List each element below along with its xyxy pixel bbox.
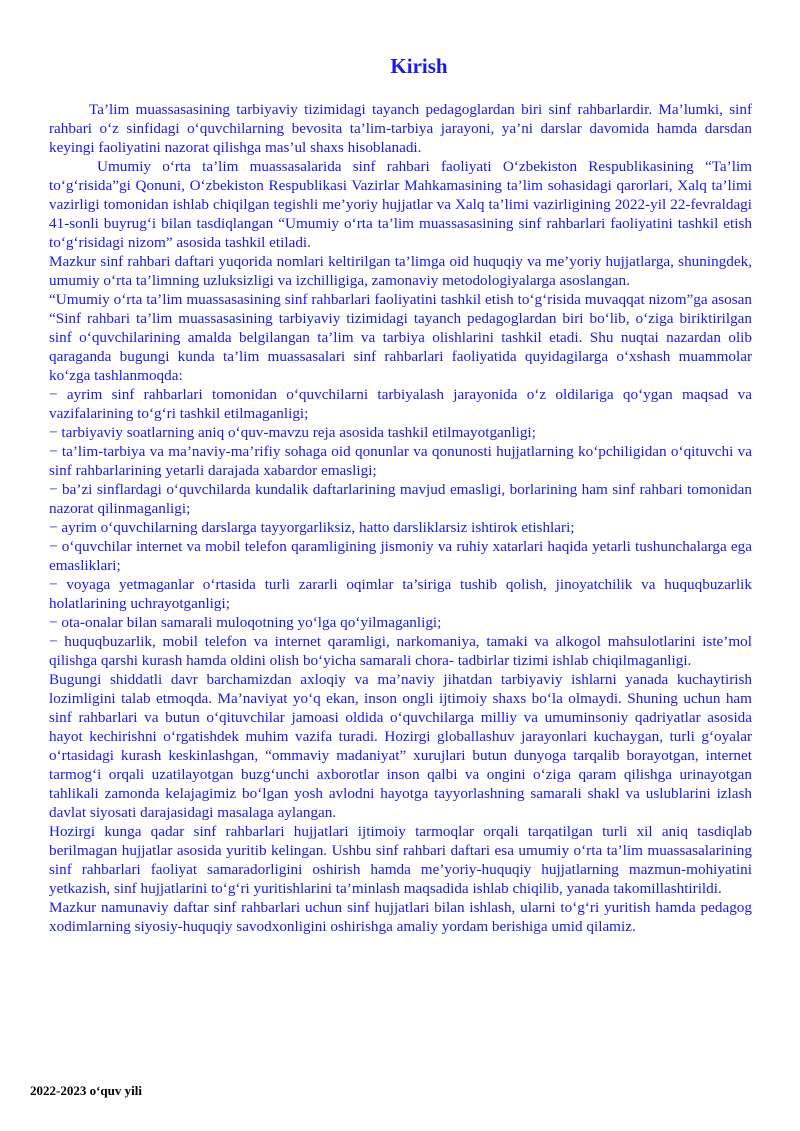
footer-academic-year: 2022-2023 o‘quv yili bbox=[30, 1083, 142, 1098]
page-title: Kirish bbox=[390, 54, 448, 78]
paragraph-documents: Hozirgi kunga qadar sinf rahbarlari hujjatlari ijtimoiy tarmoqlar orqali tarqatilgan turli xil aniq tasdiqlab berilmagan hujjatlar asosida yuritib kelingan. Ushbu sinf rahbari daftari esa umumiy o‘rta ta’lim muassasalarining sinf rahbarlari faoliyat samaradorligini oshirish hamda me’yoriy-huquqiy hujjatlarning mazmun-mohiyatini yetkazish, sinf hujjatlarini to‘g‘ri yuritishlarini ta’minlash maqsadida ishlab chiqilib, yanada takomillashtirildi. bbox=[49, 823, 752, 897]
list-item-problem-4: − ba’zi sinflardagi o‘quvchilarda kundalik daftarlarining mavjud emasligi, borlarining ham sinf rahbari tomonidan nazorat qilinmaganligi; bbox=[49, 481, 752, 517]
list-item-problem-6: − o‘quvchilar internet va mobil telefon qaramligining jismoniy va ruhiy xatarlari haqida yetarli tushunchalarga ega emasliklari; bbox=[49, 538, 752, 574]
paragraph-journal-basis: Mazkur sinf rahbari daftari yuqorida nomlari keltirilgan ta’limga oid huquqiy va me’yoriy hujjatlarga, shuningdek, umumiy o‘rta ta’limning uzluksizligi va izchilligiga, zamonaviy metodologiyalarga asoslangan. bbox=[49, 253, 752, 289]
list-item-problem-9: − huquqbuzarlik, mobil telefon va internet qaramligi, narkomaniya, tamaki va alkogol mahsulotlarini iste’mol qilishga qarshi kurash hamda oldini olish bo‘yicha samarali chora- tadbirlar tizimi ishlab chiqilmaganligi. bbox=[49, 633, 752, 669]
list-item-problem-7: − voyaga yetmaganlar o‘rtasida turli zararli oqimlar ta’siriga tushib qolish, jinoyatchilik va huquqbuzarlik holatlarining uchrayotganligi; bbox=[49, 576, 752, 612]
list-item-problem-3: − ta’lim-tarbiya va ma’naviy-ma’rifiy sohaga oid qonunlar va qonunosti hujjatlarning ko‘pchiligidan o‘qituvchi va sinf rahbarlarining yetarli darajada xabardor emasligi; bbox=[49, 443, 752, 479]
paragraph-legal-basis: Umumiy o‘rta ta’lim muassasalarida sinf rahbari faoliyati O‘zbekiston Respublikasining “Ta’lim to‘g‘risida”gi Qonuni, O‘zbekiston Respublikasi Vazirlar Mahkamasining ta’lim sohasidagi qarorlari, Xalq ta’limi vazirligi tomonidan ishlab chiqilgan tegishli me’yoriy hujjatlar va Xalq ta’limi vazirligining 2022-yil 22-fevraldagi 41-sonli buyrug‘i bilan tasdiqlangan “Umumiy o‘rta ta’lim muassasasining sinf rahbarlari faoliyatini tashkil etish to‘g‘risidagi nizom” asosida tashkil etiladi. bbox=[49, 158, 752, 251]
list-item-problem-2: − tarbiyaviy soatlarning aniq o‘quv-mavzu reja asosida tashkil etilmayotganligi; bbox=[49, 424, 536, 441]
paragraph-spirituality: Bugungi shiddatli davr barchamizdan axloqiy va ma’naviy jihatdan tarbiyaviy ishlarni yanada kuchaytirish lozimligini talab etmoqda. Ma’naviyat yo‘q ekan, inson ongli ijtimoiy shaxs bo‘la olmaydi. Shuning uchun ham sinf rahbarlari va butun o‘qituvchilar jamoasi oldida o‘quvchilarga milliy va umuminsoniy qadriyatlar asosida hayot kechirishni o‘rgatishdek muhim vazifa turadi. Hozirgi globallashuv jarayonlari kuchaygan, turli g‘oyalar o‘rtasidagi kurash keskinlashgan, “ommaviy madaniyat” xurujlari butun dunyoga tarqalib borayotgan, internet tarmog‘i orqali uzatilayotgan buzg‘unchi axborotlar inson qalbi va ongini o‘ziga qaram qilishga urinayotgan tahlikali zamonda kelajagimiz bo‘lgan yosh avlodni hayotga tayyorlashning samarali shakl va uslublarini izlash davlat siyosati darajasidagi masalaga aylangan. bbox=[49, 671, 752, 821]
paragraph-regulation: “Umumiy o‘rta ta’lim muassasasining sinf rahbarlari faoliyatini tashkil etish to‘g‘risida muvaqqat nizom”ga asosan “Sinf rahbari ta’lim muassasasining tarbiyaviy tizimidagi tayanch pedagoglardan biri bo‘lib, o‘ziga biriktirilgan sinf o‘quvchilarining amalda belgilangan ta’lim va tarbiya olishlarini tashkil etadi. Shu nuqtai nazardan olib qaraganda bugungi kunda ta’lim muassasalari sinf rahbarlari faoliyatida quyidagilarga o‘xshash muammolar ko‘zga tashlanmoqda: bbox=[49, 291, 752, 384]
paragraph-conclusion: Mazkur namunaviy daftar sinf rahbarlari uchun sinf hujjatlari bilan ishlash, ularni to‘g‘ri yuritish hamda pedagog xodimlarning siyosiy-huquqiy savodxonligini oshirishga amaliy yordam berishiga umid qilamiz. bbox=[49, 899, 752, 935]
body-text bbox=[49, 100, 752, 936]
list-item-problem-1: − ayrim sinf rahbarlari tomonidan o‘quvchilarni tarbiyalash jarayonida o‘z oldilariga qo‘ygan maqsad va vazifalarining to‘g‘ri tashkil etilmaganligi; bbox=[49, 386, 752, 422]
paragraph-intro: Ta’lim muassasasining tarbiyaviy tizimidagi tayanch pedagoglardan biri sinf rahbarlardir. Ma’lumki, sinf rahbari o‘z sinfidagi o‘quvchilarning bevosita ta’lim-tarbiya jarayoni, ya’ni darslar davomida hamda darsdan keyingi faoliyatini nazorat qilishga mas’ul shaxs hisoblanadi. bbox=[49, 101, 752, 156]
list-item-problem-5: − ayrim o‘quvchilarning darslarga tayyorgarliksiz, hatto darsliklarsiz ishtirok etishlari; bbox=[49, 519, 575, 536]
list-item-problem-8: − ota-onalar bilan samarali muloqotning yo‘lga qo‘yilmaganligi; bbox=[49, 614, 442, 631]
